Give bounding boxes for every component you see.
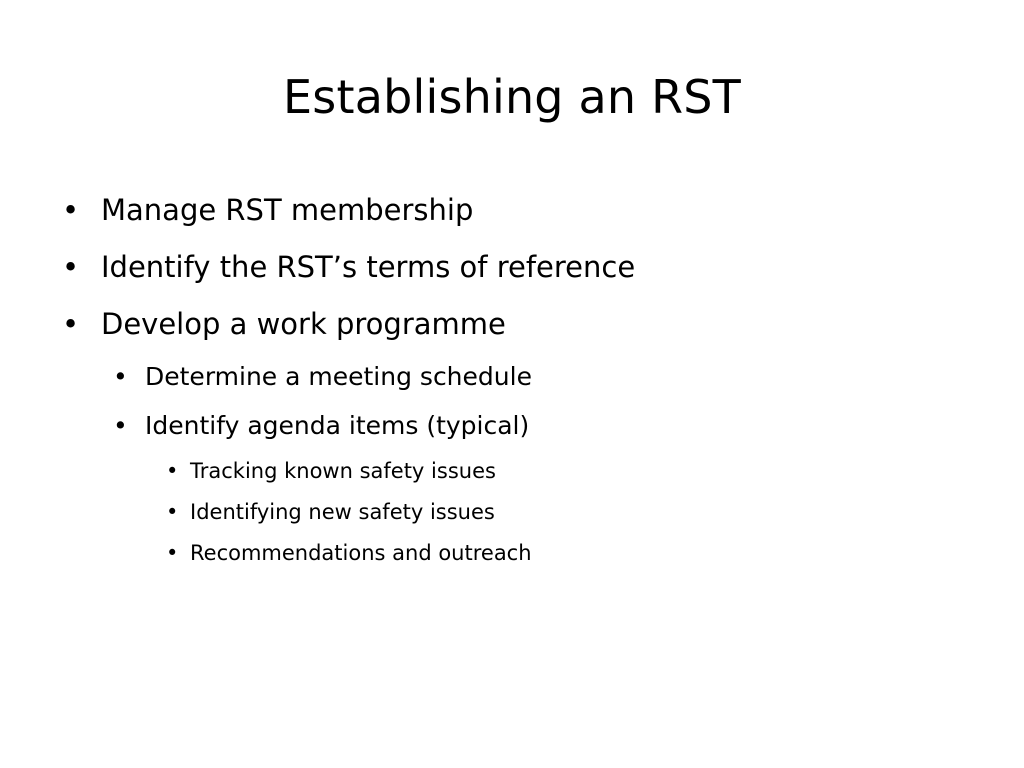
bullet-icon: • — [166, 459, 179, 483]
sub-sub-bullet-item — [62, 535, 982, 572]
sub-sub-bullet-text: Recommendations and outreach — [190, 541, 532, 565]
bullet-text: Manage RST membership — [101, 193, 474, 227]
sub-bullet-item — [62, 355, 982, 399]
bullet-icon: • — [166, 500, 179, 524]
bullet-text: Develop a work programme — [101, 307, 506, 341]
sub-bullet-text: Identify agenda items (typical) — [145, 411, 530, 440]
sub-bullet-item — [62, 404, 982, 448]
sub-sub-bullet-text: Identifying new safety issues — [190, 500, 495, 524]
bullet-icon: • — [62, 250, 80, 284]
bullet-icon: • — [113, 362, 128, 391]
bullet-item — [62, 241, 982, 293]
sub-sub-bullet-item — [62, 453, 982, 490]
slide-title: Establishing an RST — [283, 70, 741, 124]
bullet-icon: • — [113, 411, 128, 440]
bullet-icon: • — [62, 307, 80, 341]
sub-sub-bullet-text: Tracking known safety issues — [190, 459, 496, 483]
bullet-text: Identify the RST’s terms of reference — [101, 250, 636, 284]
bullet-list — [62, 184, 982, 576]
sub-bullet-text: Determine a meeting schedule — [145, 362, 532, 391]
bullet-item — [62, 298, 982, 350]
sub-sub-bullet-item — [62, 494, 982, 531]
bullet-icon: • — [62, 193, 80, 227]
bullet-icon: • — [166, 541, 179, 565]
bullet-item — [62, 184, 982, 236]
